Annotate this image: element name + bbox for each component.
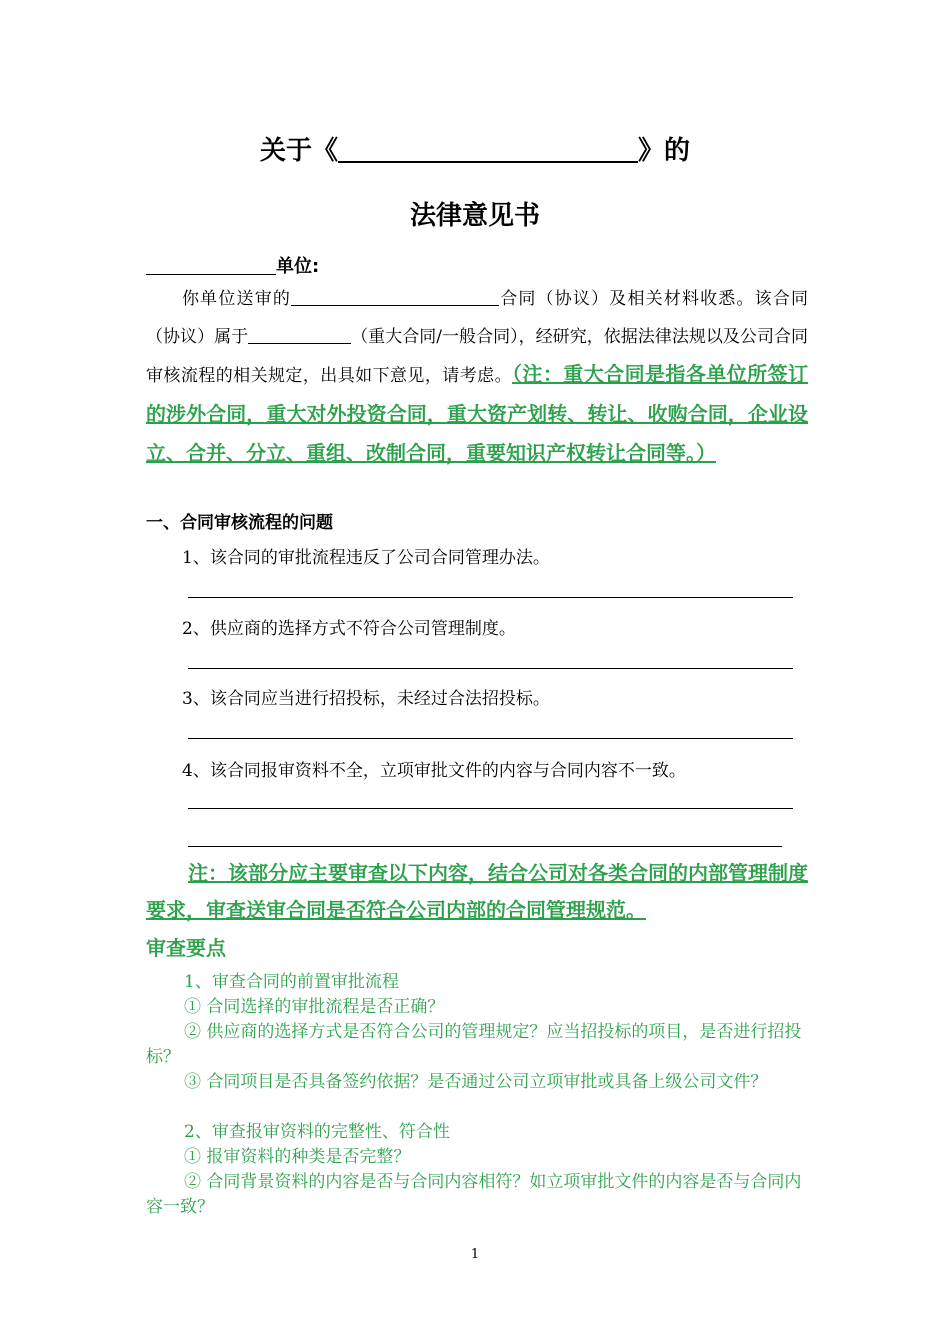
unit-blank [146,256,276,275]
issue-item-1: 1、该合同的审批流程违反了公司合同管理办法。 [182,548,550,568]
answer-line [188,808,793,809]
review-point-2-b: ② 合同背景资料的内容是否与合同内容相符？如立项审批文件的内容是否与合同内容一致？ [146,1172,802,1217]
document-title-line2: 法律意见书 [409,201,540,231]
contract-type-blank [248,326,351,344]
page-number: 1 [470,1247,480,1262]
intro-paragraph: 你单位送审的 合同（协议）及相关材料收悉。该合同（协议）属于 （重大合同/一般合同），经研究，依据法律法规以及公司合同审核流程的相关规定，出具如下意见，请考虑。（注：重大合同是指各单位所签订的涉外合同，重大对外投资合同，重大资产划转、转让、收购合同，企业设立、合并、分立、重组、改制合同，重要知识产权转让合同等。） [146,289,809,465]
review-point-1-c: ③ 合同项目是否具备签约依据？是否通过公司立项审批或具备上级公司文件？ [184,1072,768,1092]
review-point-2-a: ① 报审资料的种类是否完整？ [184,1147,411,1167]
review-points-heading: 审查要点 [146,936,226,960]
answer-line [188,738,793,739]
unit-line: 单位: [146,252,319,278]
issue-item-2: 2、供应商的选择方式不符合公司管理制度。 [182,619,516,639]
review-point-1: 1、审查合同的前置审批流程 [184,972,399,992]
answer-line [188,668,793,669]
major-contract-note: （注：重大合同是指各单位所签订的涉外合同，重大对外投资合同，重大资产划转、转让、收购合同，企业设立、合并、分立、重组、改制合同，重要知识产权转让合同等。） [146,362,809,465]
review-point-1-b: ② 供应商的选择方式是否符合公司的管理规定？应当招投标的项目，是否进行招投标？ [146,1022,802,1067]
section1-heading: 一、合同审核流程的问题 [146,513,333,533]
document-title-line1: 关于《 》的 [259,136,691,166]
issue-item-3: 3、该合同应当进行招投标，未经过合法招投标。 [182,689,550,709]
answer-line [188,597,793,598]
review-point-1-a: ① 合同选择的审批流程是否正确？ [184,997,445,1017]
answer-line [188,846,782,847]
review-note: 注：该部分应主要审查以下内容，结合公司对各类合同的内部管理制度要求，审查送审合同是否符合公司内部的合同管理规范。 [146,861,808,922]
title-blank [338,135,638,163]
review-point-2: 2、审查报审资料的完整性、符合性 [184,1122,450,1142]
contract-name-blank [291,288,499,306]
issue-item-4: 4、该合同报审资料不全，立项审批文件的内容与合同内容不一致。 [182,761,686,781]
